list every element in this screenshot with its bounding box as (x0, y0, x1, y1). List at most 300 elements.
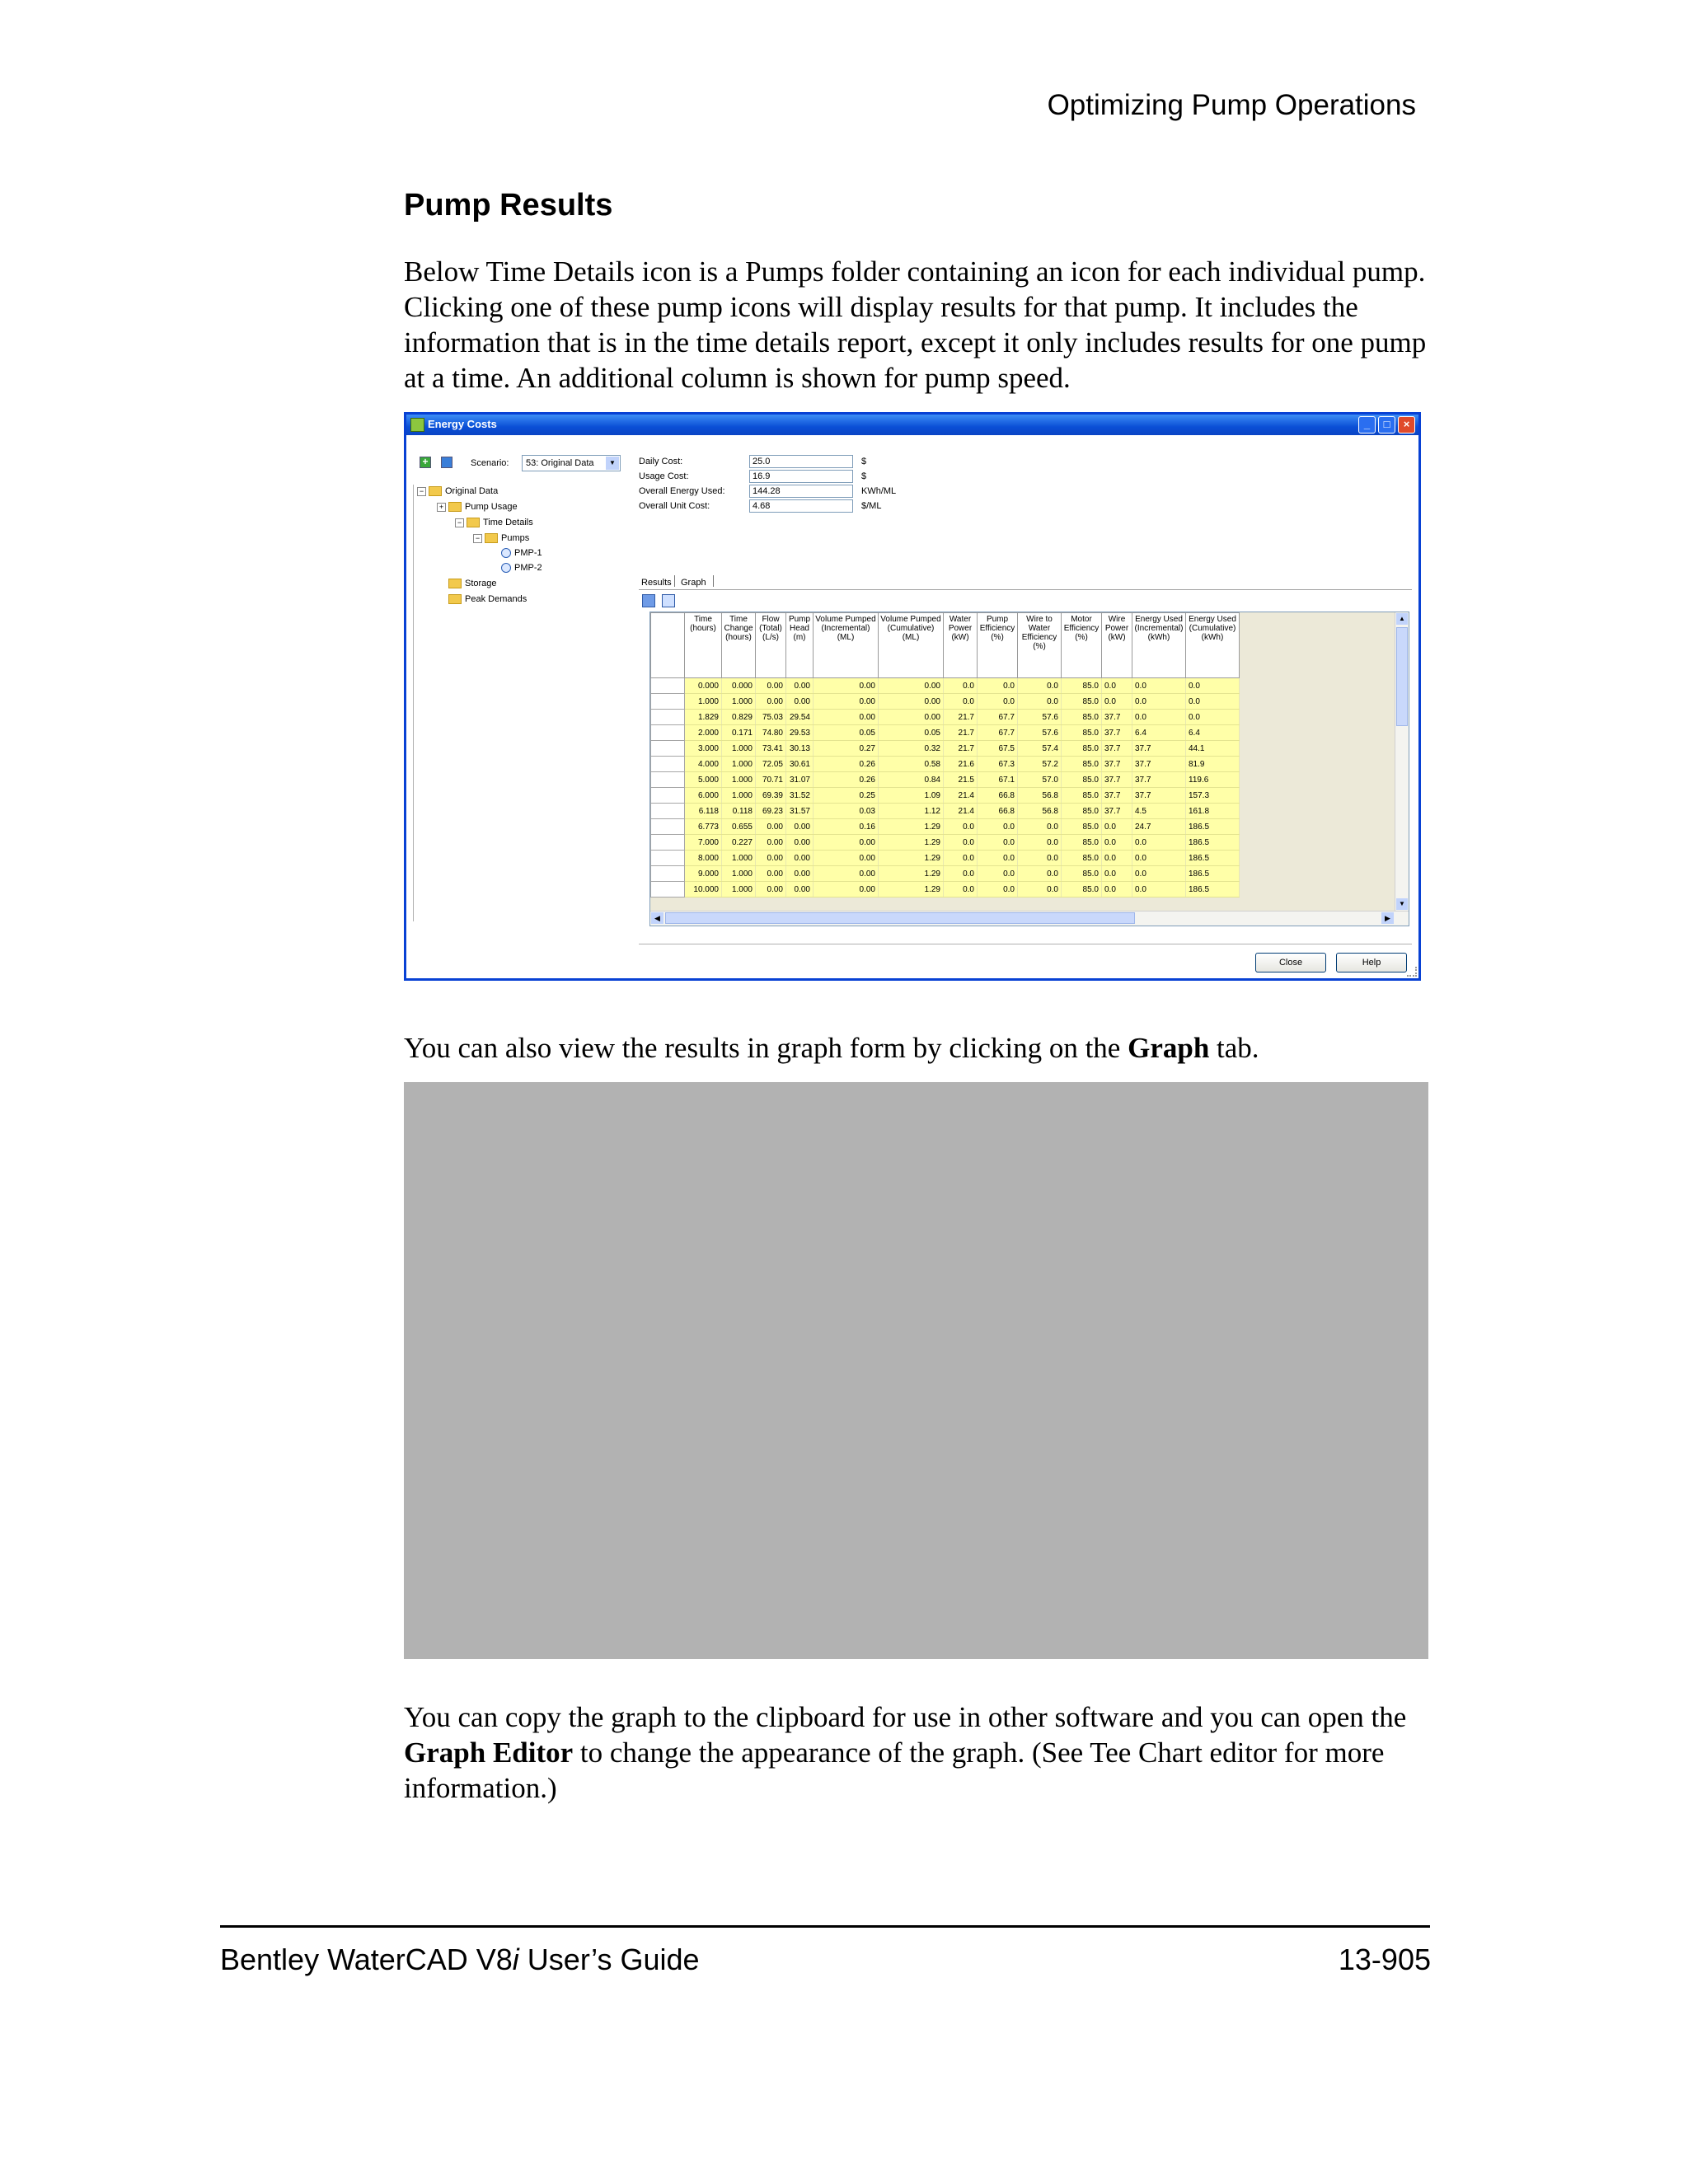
table-cell[interactable]: 0.0 (944, 819, 978, 835)
table-cell[interactable]: 37.7 (1132, 757, 1186, 772)
tree-item-storage[interactable] (448, 579, 497, 588)
table-cell[interactable]: 56.8 (1018, 788, 1062, 804)
table-cell[interactable]: 0.00 (756, 835, 786, 851)
table-cell[interactable]: 1.000 (722, 694, 756, 710)
table-cell[interactable]: 0.00 (786, 835, 814, 851)
table-cell[interactable]: 0.0 (1018, 694, 1062, 710)
table-cell[interactable]: 0.000 (685, 678, 722, 694)
unit-cost-unit: $/ML (861, 501, 882, 511)
row-header-corner (651, 613, 685, 678)
table-cell[interactable]: 67.7 (978, 725, 1018, 741)
column-header[interactable]: Time (hours) (685, 613, 722, 678)
text-run: tab. (1209, 1032, 1259, 1064)
table-cell[interactable]: 0.0 (978, 882, 1018, 898)
table-cell[interactable]: 0.00 (814, 882, 879, 898)
tree-item-peak-demands[interactable] (448, 594, 527, 604)
app-icon (410, 418, 424, 432)
folder-icon (448, 502, 462, 512)
unit-cost-label: Overall Unit Cost: (639, 501, 710, 511)
add-icon[interactable]: + (420, 457, 431, 468)
tree-item-time-details[interactable] (455, 518, 533, 527)
copy-icon[interactable] (642, 594, 655, 607)
table-cell[interactable]: 37.7 (1102, 772, 1132, 788)
table-cell[interactable]: 0.0 (1102, 851, 1132, 866)
table-row[interactable] (651, 788, 1240, 804)
row-header[interactable] (651, 788, 685, 804)
dialog-title: Energy Costs (428, 418, 497, 430)
table-cell[interactable]: 57.6 (1018, 725, 1062, 741)
table-cell[interactable]: 85.0 (1062, 678, 1102, 694)
table-cell[interactable]: 1.829 (685, 710, 722, 725)
column-header[interactable]: Energy Used (Cumulative) (kWh) (1186, 613, 1240, 678)
table-cell[interactable]: 75.03 (756, 710, 786, 725)
table-cell[interactable]: 3.000 (685, 741, 722, 757)
folder-icon (448, 579, 462, 588)
table-cell[interactable]: 0.0 (1018, 866, 1062, 882)
table-cell[interactable]: 186.5 (1186, 851, 1240, 866)
column-header[interactable]: Pump Efficiency (%) (978, 613, 1018, 678)
table-cell[interactable]: 1.000 (722, 757, 756, 772)
table-cell[interactable]: 0.25 (814, 788, 879, 804)
table-cell[interactable]: 0.0 (1102, 882, 1132, 898)
table-cell[interactable]: 1.000 (722, 772, 756, 788)
table-cell[interactable]: 10.000 (685, 882, 722, 898)
table-cell[interactable]: 44.1 (1186, 741, 1240, 757)
column-header[interactable]: Flow (Total) (L/s) (756, 613, 786, 678)
table-cell[interactable]: 37.7 (1102, 741, 1132, 757)
table-cell[interactable]: 0.0 (1132, 835, 1186, 851)
table-cell[interactable]: 0.0 (1186, 694, 1240, 710)
table-cell[interactable]: 9.000 (685, 866, 722, 882)
table-cell[interactable]: 0.0 (944, 866, 978, 882)
table-cell[interactable]: 0.00 (756, 866, 786, 882)
table-cell[interactable]: 57.0 (1018, 772, 1062, 788)
text-run: You can also view the results in graph form by clicking on the (404, 1032, 1128, 1064)
table-cell[interactable]: 0.00 (786, 819, 814, 835)
text-run: to change the appearance of the graph. (See Tee Chart editor for more information.) (404, 1736, 1385, 1804)
table-cell[interactable]: 0.0 (1186, 678, 1240, 694)
table-cell[interactable]: 0.16 (814, 819, 879, 835)
table-cell[interactable]: 67.1 (978, 772, 1018, 788)
table-cell[interactable]: 0.00 (756, 694, 786, 710)
table-cell[interactable]: 21.5 (944, 772, 978, 788)
table-cell[interactable]: 0.00 (786, 851, 814, 866)
table-cell[interactable]: 6.4 (1186, 725, 1240, 741)
scroll-thumb[interactable] (665, 912, 1135, 924)
table-cell[interactable]: 5.000 (685, 772, 722, 788)
scroll-down-icon[interactable]: ▼ (1396, 898, 1408, 910)
row-header[interactable] (651, 882, 685, 898)
table-cell[interactable]: 85.0 (1062, 788, 1102, 804)
results-tree (413, 485, 626, 921)
tab-divider (713, 575, 714, 587)
table-row[interactable] (651, 757, 1240, 772)
table-cell[interactable]: 0.0 (978, 819, 1018, 835)
table-cell[interactable]: 21.4 (944, 804, 978, 819)
column-header[interactable]: Water Power (kW) (944, 613, 978, 678)
table-cell[interactable]: 0.0 (1018, 851, 1062, 866)
table-cell[interactable]: 0.0 (978, 835, 1018, 851)
row-header[interactable] (651, 678, 685, 694)
table-cell[interactable]: 0.32 (879, 741, 944, 757)
table-cell[interactable]: 0.0 (978, 694, 1018, 710)
tab-graph[interactable]: Graph (681, 578, 706, 588)
table-cell[interactable]: 85.0 (1062, 835, 1102, 851)
table-cell[interactable]: 73.41 (756, 741, 786, 757)
tree-item-original-data[interactable] (417, 486, 498, 496)
table-row[interactable] (651, 804, 1240, 819)
table-cell[interactable]: 0.84 (879, 772, 944, 788)
table-cell[interactable]: 37.7 (1132, 772, 1186, 788)
table-cell[interactable]: 57.6 (1018, 710, 1062, 725)
scroll-right-icon[interactable]: ▶ (1381, 912, 1394, 924)
table-cell[interactable]: 0.00 (814, 710, 879, 725)
table-cell[interactable]: 186.5 (1186, 882, 1240, 898)
tree-item-label: PMP-1 (514, 548, 542, 558)
table-cell[interactable]: 0.00 (786, 678, 814, 694)
pump-icon (501, 548, 511, 558)
table-row[interactable] (651, 694, 1240, 710)
table-cell[interactable]: 85.0 (1062, 710, 1102, 725)
table-cell[interactable]: 85.0 (1062, 725, 1102, 741)
table-cell[interactable]: 0.05 (814, 725, 879, 741)
table-cell[interactable]: 0.58 (879, 757, 944, 772)
tab-divider (674, 575, 675, 587)
table-row[interactable] (651, 835, 1240, 851)
unit-cost-field: 4.68 (749, 499, 853, 513)
table-cell[interactable]: 0.0 (944, 694, 978, 710)
table-cell[interactable]: 0.0 (1018, 882, 1062, 898)
table-cell[interactable]: 1.000 (722, 788, 756, 804)
table-cell[interactable]: 4.000 (685, 757, 722, 772)
collapse-icon[interactable]: − (417, 487, 426, 496)
table-cell[interactable]: 0.171 (722, 725, 756, 741)
table-cell[interactable]: 0.0 (1132, 866, 1186, 882)
table-cell[interactable]: 0.0 (1102, 866, 1132, 882)
row-header[interactable] (651, 835, 685, 851)
column-header[interactable]: Time Change (hours) (722, 613, 756, 678)
table-cell[interactable]: 37.7 (1102, 788, 1132, 804)
table-cell[interactable]: 57.4 (1018, 741, 1062, 757)
scroll-left-icon[interactable]: ◀ (651, 912, 663, 924)
table-cell[interactable]: 0.00 (756, 678, 786, 694)
chevron-down-icon[interactable]: ▼ (606, 457, 619, 470)
table-cell[interactable]: 85.0 (1062, 819, 1102, 835)
table-cell[interactable]: 85.0 (1062, 694, 1102, 710)
dialog-title-bar[interactable] (406, 415, 1418, 435)
column-header[interactable]: Wire to Water Efficiency (%) (1018, 613, 1062, 678)
table-row[interactable] (651, 741, 1240, 757)
table-cell[interactable]: 85.0 (1062, 772, 1102, 788)
table-cell[interactable]: 31.07 (786, 772, 814, 788)
table-cell[interactable]: 0.0 (978, 866, 1018, 882)
table-cell[interactable]: 66.8 (978, 804, 1018, 819)
table-cell[interactable]: 1.000 (722, 851, 756, 866)
table-cell[interactable]: 0.00 (814, 866, 879, 882)
table-row[interactable] (651, 725, 1240, 741)
table-cell[interactable]: 56.8 (1018, 804, 1062, 819)
table-cell[interactable]: 21.4 (944, 788, 978, 804)
table-cell[interactable]: 0.00 (786, 866, 814, 882)
tab-results[interactable]: Results (641, 578, 672, 588)
column-header[interactable]: Pump Head (m) (786, 613, 814, 678)
tree-item-label: Storage (465, 579, 497, 588)
table-cell[interactable]: 186.5 (1186, 819, 1240, 835)
maximize-icon[interactable]: □ (1378, 416, 1395, 434)
table-cell[interactable]: 119.6 (1186, 772, 1240, 788)
energy-costs-dialog (404, 412, 1421, 981)
table-cell[interactable]: 0.0 (944, 835, 978, 851)
column-header[interactable]: Volume Pumped (Cumulative) (ML) (879, 613, 944, 678)
row-header[interactable] (651, 725, 685, 741)
energy-used-field: 144.28 (749, 485, 853, 498)
row-header[interactable] (651, 757, 685, 772)
resize-grip-icon[interactable] (1407, 967, 1417, 977)
table-cell[interactable]: 0.000 (722, 678, 756, 694)
table-row[interactable] (651, 772, 1240, 788)
table-cell[interactable]: 0.0 (944, 882, 978, 898)
collapse-icon[interactable]: − (473, 534, 482, 543)
intro-paragraph: Below Time Details icon is a Pumps folder containing an icon for each individual pump. Clicking one of these pump icons will display results for that pump. It includes the information that is in the time details report, except it only includes results for one pump at a time. An additional column is shown for pump speed. (404, 255, 1427, 394)
table-cell[interactable]: 7.000 (685, 835, 722, 851)
table-cell[interactable]: 0.00 (879, 710, 944, 725)
table-cell[interactable]: 37.7 (1132, 741, 1186, 757)
daily-cost-field: 25.0 (749, 455, 853, 468)
tree-item-pumps[interactable] (473, 533, 529, 543)
table-cell[interactable]: 6.000 (685, 788, 722, 804)
table-cell[interactable]: 31.52 (786, 788, 814, 804)
table-cell[interactable]: 0.00 (756, 882, 786, 898)
row-header[interactable] (651, 819, 685, 835)
table-cell[interactable]: 21.7 (944, 710, 978, 725)
table-cell[interactable]: 0.118 (722, 804, 756, 819)
tree-item-pump-usage[interactable] (437, 502, 518, 512)
row-header[interactable] (651, 804, 685, 819)
tree-item-pmp-2[interactable] (501, 563, 542, 573)
table-cell[interactable]: 0.27 (814, 741, 879, 757)
table-cell[interactable]: 0.227 (722, 835, 756, 851)
table-cell[interactable]: 2.000 (685, 725, 722, 741)
refresh-icon[interactable] (441, 457, 452, 468)
table-cell[interactable]: 72.05 (756, 757, 786, 772)
column-header[interactable]: Motor Efficiency (%) (1062, 613, 1102, 678)
scroll-thumb[interactable] (1396, 627, 1408, 726)
table-cell[interactable]: 37.7 (1102, 725, 1132, 741)
table-cell[interactable]: 0.0 (1018, 678, 1062, 694)
report-icon[interactable] (662, 594, 675, 607)
table-cell[interactable]: 69.39 (756, 788, 786, 804)
table-cell[interactable]: 37.7 (1102, 710, 1132, 725)
table-cell[interactable]: 0.00 (814, 851, 879, 866)
table-cell[interactable]: 0.0 (978, 678, 1018, 694)
table-cell[interactable]: 85.0 (1062, 741, 1102, 757)
table-cell[interactable]: 67.7 (978, 710, 1018, 725)
table-cell[interactable]: 1.000 (722, 866, 756, 882)
close-icon[interactable]: × (1398, 416, 1415, 434)
table-cell[interactable]: 0.0 (1018, 819, 1062, 835)
tree-item-label: Pump Usage (465, 502, 518, 512)
table-cell[interactable]: 81.9 (1186, 757, 1240, 772)
table-cell[interactable]: 1.12 (879, 804, 944, 819)
table-cell[interactable]: 0.0 (944, 678, 978, 694)
table-cell[interactable]: 29.54 (786, 710, 814, 725)
table-cell[interactable]: 0.00 (786, 882, 814, 898)
table-row[interactable] (651, 851, 1240, 866)
table-cell[interactable]: 66.8 (978, 788, 1018, 804)
table-cell[interactable]: 0.03 (814, 804, 879, 819)
table-cell[interactable]: 67.5 (978, 741, 1018, 757)
table-cell[interactable]: 74.80 (756, 725, 786, 741)
scenario-label: Scenario: (471, 458, 509, 468)
table-cell[interactable]: 1.29 (879, 835, 944, 851)
row-header[interactable] (651, 694, 685, 710)
table-cell[interactable]: 0.0 (1102, 678, 1132, 694)
row-header[interactable] (651, 866, 685, 882)
row-header[interactable] (651, 772, 685, 788)
tree-item-label: PMP-2 (514, 563, 542, 573)
daily-cost-label: Daily Cost: (639, 457, 683, 466)
table-cell[interactable]: 0.0 (1102, 819, 1132, 835)
table-cell[interactable]: 0.0 (978, 851, 1018, 866)
table-cell[interactable]: 30.13 (786, 741, 814, 757)
vertical-scrollbar[interactable] (1395, 612, 1409, 911)
row-header[interactable] (651, 710, 685, 725)
scenario-select[interactable] (522, 455, 621, 471)
table-cell[interactable]: 0.26 (814, 772, 879, 788)
column-header[interactable]: Volume Pumped (Incremental) (ML) (814, 613, 879, 678)
table-row[interactable] (651, 710, 1240, 725)
table-cell[interactable]: 0.00 (879, 678, 944, 694)
table-cell[interactable]: 0.00 (786, 694, 814, 710)
table-cell[interactable]: 8.000 (685, 851, 722, 866)
daily-cost-unit: $ (861, 457, 867, 466)
table-cell[interactable]: 1.000 (722, 741, 756, 757)
expand-icon[interactable]: + (437, 503, 446, 512)
table-cell[interactable]: 1.29 (879, 819, 944, 835)
table-row[interactable] (651, 866, 1240, 882)
table-cell[interactable]: 0.00 (879, 694, 944, 710)
row-header[interactable] (651, 851, 685, 866)
table-cell[interactable]: 4.5 (1132, 804, 1186, 819)
table-row[interactable] (651, 678, 1240, 694)
table-cell[interactable]: 1.29 (879, 866, 944, 882)
table-cell[interactable]: 70.71 (756, 772, 786, 788)
table-cell[interactable]: 37.7 (1102, 757, 1132, 772)
table-cell[interactable]: 24.7 (1132, 819, 1186, 835)
usage-cost-unit: $ (861, 471, 867, 481)
graph-editor-paragraph (404, 1699, 1430, 1806)
table-cell[interactable]: 0.00 (756, 819, 786, 835)
section-title: Pump Results (404, 188, 613, 223)
table-row[interactable] (651, 882, 1240, 898)
tree-item-pmp-1[interactable] (501, 548, 542, 558)
table-row[interactable] (651, 819, 1240, 835)
table-cell[interactable]: 31.57 (786, 804, 814, 819)
tab-underline (639, 589, 1412, 590)
table-cell[interactable]: 0.655 (722, 819, 756, 835)
table-cell[interactable]: 0.00 (756, 851, 786, 866)
text-run: User’s Guide (518, 1943, 700, 1976)
column-header[interactable]: Energy Used (Incremental) (kWh) (1132, 613, 1186, 678)
collapse-icon[interactable]: − (455, 518, 464, 527)
table-cell[interactable]: 1.29 (879, 882, 944, 898)
table-cell[interactable]: 6.118 (685, 804, 722, 819)
table-cell[interactable]: 0.829 (722, 710, 756, 725)
tree-item-label: Peak Demands (465, 594, 528, 604)
column-header[interactable]: Wire Power (kW) (1102, 613, 1132, 678)
table-cell[interactable]: 37.7 (1132, 788, 1186, 804)
table-cell[interactable]: 0.0 (1132, 694, 1186, 710)
help-button[interactable]: Help (1336, 953, 1407, 972)
table-cell[interactable]: 6.773 (685, 819, 722, 835)
table-cell[interactable]: 85.0 (1062, 866, 1102, 882)
usage-cost-field: 16.9 (749, 470, 853, 483)
footer-guide-title (220, 1943, 700, 1977)
table-cell[interactable]: 0.00 (814, 678, 879, 694)
usage-cost-label: Usage Cost: (639, 471, 689, 481)
table-cell[interactable]: 21.6 (944, 757, 978, 772)
table-cell[interactable]: 67.3 (978, 757, 1018, 772)
table-cell[interactable]: 157.3 (1186, 788, 1240, 804)
table-cell[interactable]: 0.0 (1186, 710, 1240, 725)
table-cell[interactable]: 21.7 (944, 741, 978, 757)
table-cell[interactable]: 30.61 (786, 757, 814, 772)
table-cell[interactable]: 0.0 (1132, 882, 1186, 898)
table-cell[interactable]: 0.0 (1132, 678, 1186, 694)
table-cell[interactable]: 1.000 (722, 882, 756, 898)
table-cell[interactable]: 0.26 (814, 757, 879, 772)
table-cell[interactable]: 29.53 (786, 725, 814, 741)
table-cell[interactable]: 0.0 (944, 851, 978, 866)
pump-icon (501, 563, 511, 573)
table-cell[interactable]: 186.5 (1186, 835, 1240, 851)
table-cell[interactable]: 6.4 (1132, 725, 1186, 741)
table-cell[interactable]: 0.00 (814, 835, 879, 851)
tree-item-label: Pumps (501, 533, 530, 543)
table-cell[interactable]: 1.29 (879, 851, 944, 866)
table-cell[interactable]: 0.0 (1102, 694, 1132, 710)
tree-item-label: Time Details (483, 518, 533, 527)
tree-item-label: Original Data (445, 486, 499, 496)
table-cell[interactable]: 0.0 (1132, 710, 1186, 725)
table-cell[interactable]: 85.0 (1062, 851, 1102, 866)
folder-icon (467, 518, 480, 527)
table-cell[interactable]: 0.0 (1018, 835, 1062, 851)
horizontal-scrollbar[interactable] (650, 911, 1409, 926)
table-cell[interactable]: 85.0 (1062, 882, 1102, 898)
close-button[interactable]: Close (1255, 953, 1326, 972)
results-table (650, 612, 1240, 898)
table-cell[interactable]: 161.8 (1186, 804, 1240, 819)
table-cell[interactable]: 186.5 (1186, 866, 1240, 882)
row-header[interactable] (651, 741, 685, 757)
energy-used-label: Overall Energy Used: (639, 486, 725, 496)
table-cell[interactable]: 37.7 (1102, 804, 1132, 819)
table-cell[interactable]: 0.0 (1132, 851, 1186, 866)
table-cell[interactable]: 21.7 (944, 725, 978, 741)
table-cell[interactable]: 0.05 (879, 725, 944, 741)
table-cell[interactable]: 69.23 (756, 804, 786, 819)
table-cell[interactable]: 1.09 (879, 788, 944, 804)
table-cell[interactable]: 85.0 (1062, 757, 1102, 772)
table-cell[interactable]: 0.00 (814, 694, 879, 710)
scroll-up-icon[interactable]: ▲ (1396, 613, 1408, 625)
table-cell[interactable]: 57.2 (1018, 757, 1062, 772)
table-cell[interactable]: 1.000 (685, 694, 722, 710)
table-cell[interactable]: 0.0 (1102, 835, 1132, 851)
minimize-icon[interactable]: _ (1358, 416, 1376, 434)
table-cell[interactable]: 85.0 (1062, 804, 1102, 819)
